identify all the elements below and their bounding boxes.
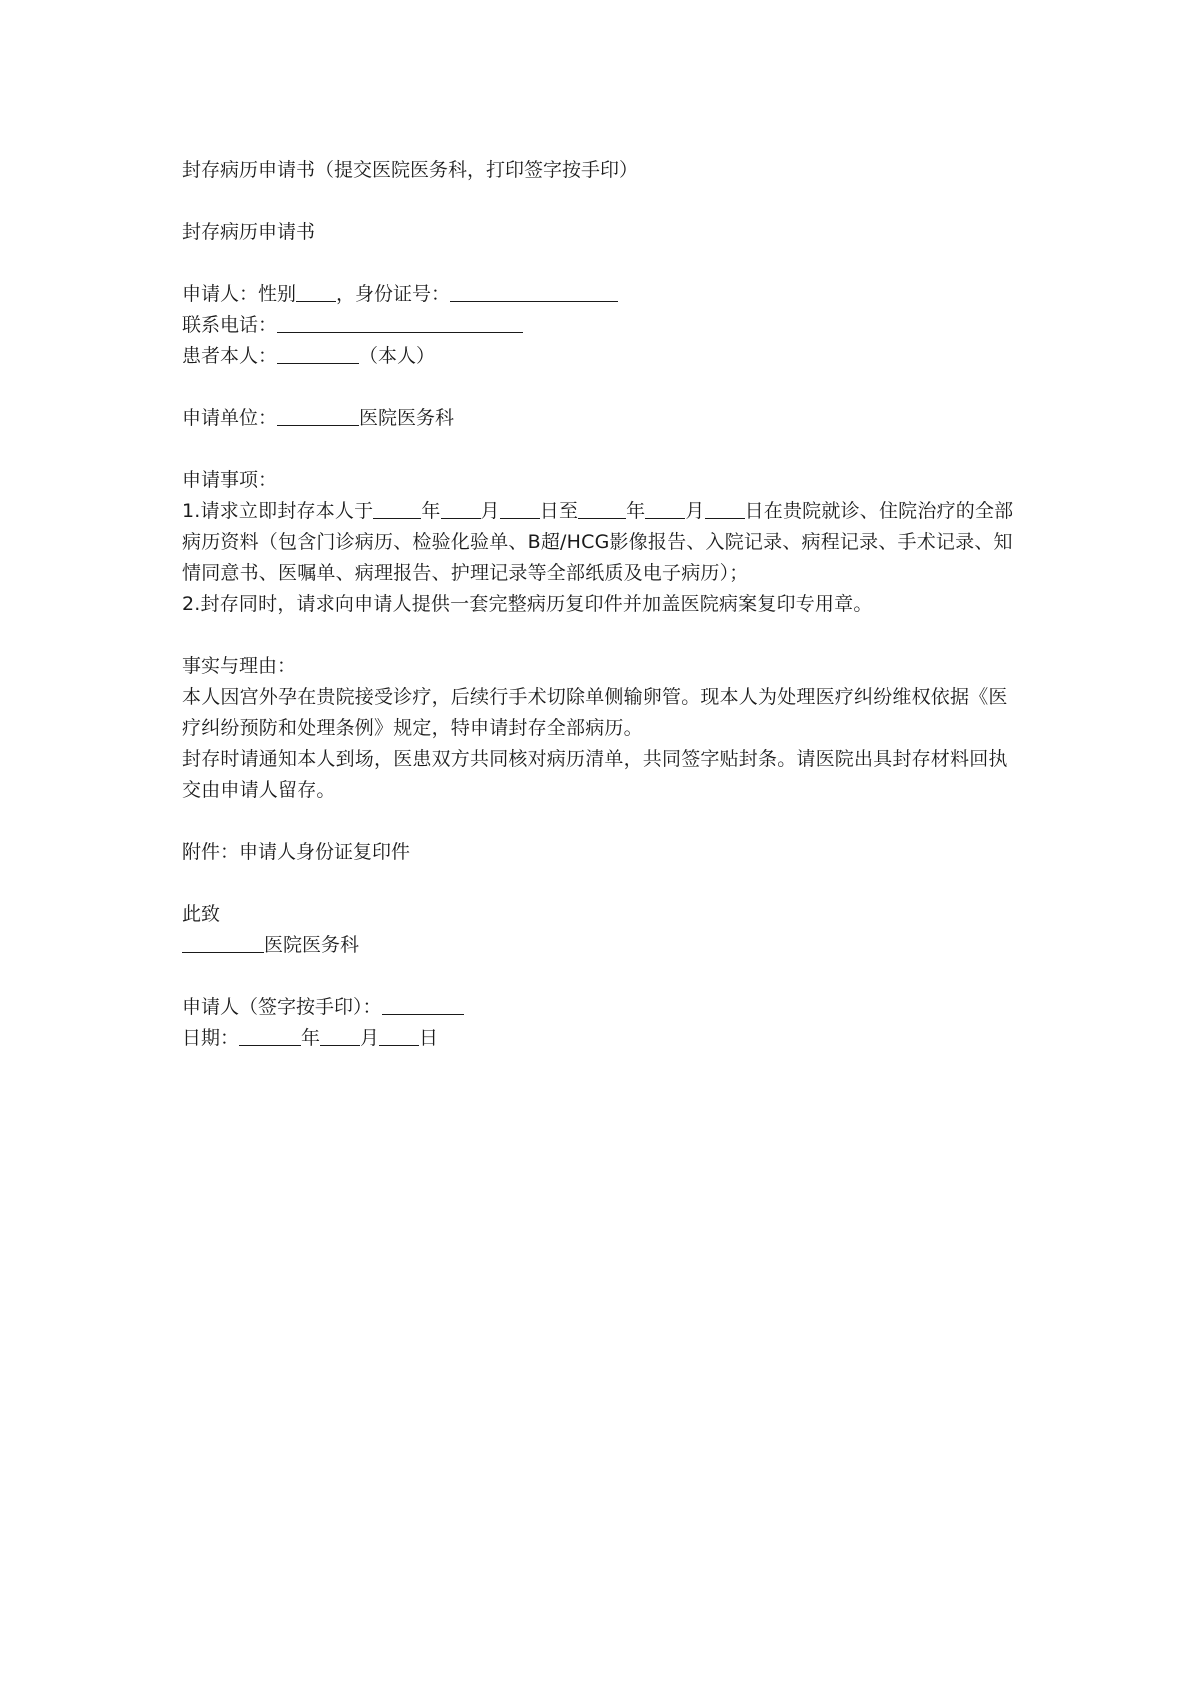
id-label: ，身份证号：	[336, 283, 451, 305]
recipient-suffix: 医院医务科	[264, 934, 360, 956]
document-title: 封存病历申请书	[182, 221, 316, 243]
date-year-label: 年	[301, 1027, 321, 1049]
unit-line	[182, 403, 1022, 434]
document-page	[182, 155, 1022, 1054]
patient-line	[182, 341, 1022, 372]
date-year-blank	[239, 1023, 301, 1046]
end-month-blank	[645, 496, 685, 519]
unit-blank	[277, 403, 359, 426]
applicant-label: 申请人：	[182, 283, 259, 305]
items-label: 申请事项：	[182, 469, 278, 491]
start-year-blank	[373, 496, 421, 519]
year-label-2: 年	[626, 500, 646, 522]
month-label-2: 月	[685, 500, 705, 522]
patient-name-blank	[277, 341, 359, 364]
phone-blank	[277, 310, 523, 333]
id-number-blank	[450, 279, 618, 302]
attachment-line: 附件：申请人身份证复印件	[182, 841, 411, 863]
gender-blank	[296, 279, 336, 302]
end-day-blank	[705, 496, 745, 519]
signature-line	[182, 992, 1022, 1023]
document-heading: 封存病历申请书（提交医院医务科，打印签字按手印）	[182, 159, 639, 181]
date-label: 日期：	[182, 1027, 240, 1049]
reason-paragraph-2: 封存时请通知本人到场，医患双方共同核对病历清单，共同签字贴封条。请医院出具封存材料回执交由申请人留存。	[182, 748, 1008, 801]
signature-blank	[382, 992, 464, 1015]
salute-line: 此致	[182, 903, 221, 925]
unit-label: 申请单位：	[182, 407, 278, 429]
signature-label: 申请人（签字按手印）：	[182, 996, 382, 1018]
recipient-blank	[182, 930, 264, 953]
date-day-label: 日	[419, 1027, 439, 1049]
phone-line	[182, 310, 1022, 341]
reason-paragraph-1: 本人因宫外孕在贵院接受诊疗，后续行手术切除单侧输卵管。现本人为处理医疗纠纷维权依据《医疗纠纷预防和处理条例》规定，特申请封存全部病历。	[182, 686, 1008, 739]
item-1-prefix: 1.请求立即封存本人于	[182, 500, 374, 522]
phone-label: 联系电话：	[182, 314, 278, 336]
item-1-rest: 日在贵院就诊、住院治疗的全部病历资料（包含门诊病历、检验化验单、B超/HCG影像报告、入院记录、病程记录、手术记录、知情同意书、医嘱单、病理报告、护理记录等全部纸质及电子病历）；	[182, 500, 1014, 584]
date-day-blank	[379, 1023, 419, 1046]
date-month-blank	[320, 1023, 360, 1046]
date-line	[182, 1023, 1022, 1054]
month-label: 月	[480, 500, 500, 522]
day-to-label: 日至	[539, 500, 579, 522]
item-1	[182, 496, 1022, 589]
unit-suffix: 医院医务科	[359, 407, 455, 429]
item-2: 2.封存同时，请求向申请人提供一套完整病历复印件并加盖医院病案复印专用章。	[182, 593, 873, 615]
gender-label: 性别	[258, 283, 297, 305]
recipient-line	[182, 930, 1022, 961]
start-day-blank	[500, 496, 540, 519]
reason-label: 事实与理由：	[182, 655, 297, 677]
patient-label: 患者本人：	[182, 345, 278, 367]
start-month-blank	[441, 496, 481, 519]
patient-suffix: （本人）	[359, 345, 436, 367]
date-month-label: 月	[360, 1027, 380, 1049]
applicant-line	[182, 279, 1022, 310]
year-label: 年	[421, 500, 441, 522]
end-year-blank	[578, 496, 626, 519]
